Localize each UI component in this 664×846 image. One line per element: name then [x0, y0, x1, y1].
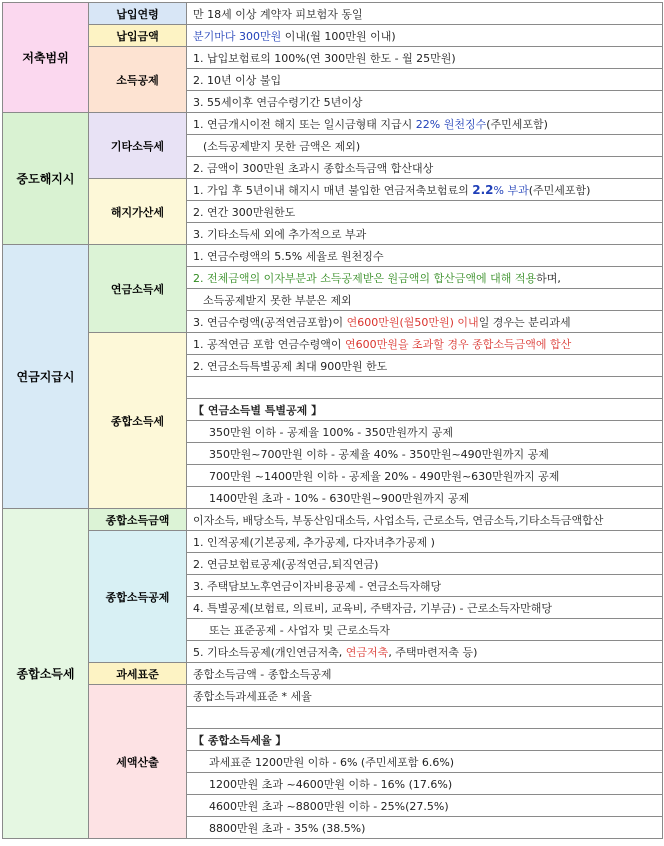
- comp-bracket-1: 350만원 이하 - 공제율 100% - 350만원까지 공제: [187, 421, 663, 443]
- calc-formula-row: 종합소득과세표준 * 세율: [187, 685, 663, 707]
- sub-payment-age: 납입연령: [89, 3, 187, 25]
- sub-income-deduction: 소득공제: [89, 47, 187, 113]
- calc-bracket-3: 4600만원 초과 ~8800만원 이하 - 25%(27.5%): [187, 795, 663, 817]
- sub-tax-calculation: 세액산출: [89, 685, 187, 839]
- amount-highlight: 분기마다 300만원: [193, 29, 282, 43]
- category-early-termination: 중도해지시: [3, 113, 89, 245]
- surcharge-row-1: [187, 179, 663, 201]
- amount-text: 이내(월 100만원 이내): [281, 29, 396, 43]
- comp-row-blank: [187, 377, 663, 399]
- pen-2-tail: 하며,: [536, 271, 561, 285]
- comp-bracket-header: 【 연금소득별 특별공제 】: [187, 399, 663, 421]
- age-row: [187, 3, 663, 25]
- calc-bracket-2: 1200만원 초과 ~4600만원 이하 - 16% (17.6%): [187, 773, 663, 795]
- ded-row-5: [187, 641, 663, 663]
- deduction-row-1: 1. 납입보험료의 100%(연 300만원 한도 - 월 25만원): [187, 47, 663, 69]
- comp-1-text: 1. 공적연금 포함 연금수령액이: [193, 337, 345, 351]
- comp-1-highlight: 연600만원을 초과할 경우 종합소득금액에 합산: [345, 337, 572, 351]
- ded-row-4b: 또는 표준공제 - 사업자 및 근로소득자: [187, 619, 663, 641]
- tax-base-row: 종합소득금액 - 종합소득공제: [187, 663, 663, 685]
- sur-1-note: (주민세포함): [528, 183, 591, 197]
- pen-3-tail: 일 경우는 분리과세: [478, 315, 571, 329]
- ded-5-highlight: 연금저축: [345, 645, 389, 659]
- income-amount-row: 이자소득, 배당소득, 부동산임대소득, 사업소득, 근로소득, 연금소득,기타소득금액합산: [187, 509, 663, 531]
- ded-row-1: 1. 인적공제(기본공제, 추가공제, 다자녀추가공제 ): [187, 531, 663, 553]
- other-row-3: 2. 금액이 300만원 초과시 종합소득금액 합산대상: [187, 157, 663, 179]
- surcharge-row-2: 2. 연간 300만원한도: [187, 201, 663, 223]
- deduction-row-2: 2. 10년 이상 불입: [187, 69, 663, 91]
- category-savings-scope: 저축범위: [3, 3, 89, 113]
- age-text: 만 18세 이상 계약자 피보험자 동일: [193, 7, 363, 21]
- category-pension-payment: 연금지급시: [3, 245, 89, 509]
- calc-row-blank: [187, 707, 663, 729]
- pension-row-1: 1. 연금수령액의 5.5% 세율로 원천징수: [187, 245, 663, 267]
- other-row-1: [187, 113, 663, 135]
- sur-1-highlight: % 부과: [493, 183, 529, 197]
- sub-termination-surcharge: 해지가산세: [89, 179, 187, 245]
- ded-5-tail: , 주택마련저축 등): [388, 645, 478, 659]
- pen-3-highlight: 연600만원(월50만원) 이내: [346, 315, 479, 329]
- pension-row-4: [187, 311, 663, 333]
- pen-2-highlight: 2. 전체금액의 이자부분과 소득공제받은 원금액의 합산금액에 대해 적용: [193, 271, 537, 285]
- comp-row-1: [187, 333, 663, 355]
- calc-bracket-4: 8800만원 초과 - 35% (38.5%): [187, 817, 663, 839]
- ded-row-2: 2. 연금보험료공제(공적연금,퇴직연금): [187, 553, 663, 575]
- calc-bracket-header: 【 종합소득세율 】: [187, 729, 663, 751]
- sur-1-text: 1. 가입 후 5년이내 해지시 매년 불입한 연금저축보험료의: [193, 183, 473, 197]
- ded-row-3: 3. 주택담보노후연금이자비용공제 - 연금소득자해당: [187, 575, 663, 597]
- category-comprehensive-income: 종합소득세: [3, 509, 89, 839]
- deduction-row-3: 3. 55세이후 연금수령기간 5년이상: [187, 91, 663, 113]
- surcharge-row-3: 3. 기타소득세 외에 추가적으로 부과: [187, 223, 663, 245]
- sur-1-rate: 2.2: [472, 182, 494, 197]
- pen-3-text: 3. 연금수령액(공적연금포함)이: [193, 315, 347, 329]
- pension-row-3: 소득공제받지 못한 부분은 제외: [187, 289, 663, 311]
- sub-comprehensive-income-amount: 종합소득금액: [89, 509, 187, 531]
- other-1-text: 1. 연금개시이전 해지 또는 일시금형태 지급시: [193, 117, 416, 131]
- other-1-note: (주민세포함): [486, 117, 548, 131]
- sub-other-income-tax: 기타소득세: [89, 113, 187, 179]
- comp-bracket-4: 1400만원 초과 - 10% - 630만원~900만원까지 공제: [187, 487, 663, 509]
- sub-pension-income-tax: 연금소득세: [89, 245, 187, 333]
- calc-bracket-1: 과세표준 1200만원 이하 - 6% (주민세포함 6.6%): [187, 751, 663, 773]
- ded-5-text: 5. 기타소득공제(개인연금저축,: [193, 645, 346, 659]
- sub-comprehensive-income-deduction: 종합소득공제: [89, 531, 187, 663]
- comp-bracket-2: 350만원~700만원 이하 - 공제율 40% - 350만원~490만원까지 공제: [187, 443, 663, 465]
- tax-summary-table: [2, 2, 663, 839]
- comp-row-2: 2. 연금소득특별공제 최대 900만원 한도: [187, 355, 663, 377]
- sub-payment-amount: 납입금액: [89, 25, 187, 47]
- sub-tax-base: 과세표준: [89, 663, 187, 685]
- amount-row: [187, 25, 663, 47]
- other-1-highlight: 22% 원천징수: [415, 117, 487, 131]
- comp-bracket-3: 700만원 ~1400만원 이하 - 공제율 20% - 490만원~630만원까지 공제: [187, 465, 663, 487]
- other-row-2: (소득공제받지 못한 금액은 제외): [187, 135, 663, 157]
- pension-row-2: [187, 267, 663, 289]
- ded-row-4: 4. 특별공제(보험료, 의료비, 교육비, 주택자금, 기부금) - 근로소득자만해당: [187, 597, 663, 619]
- sub-comprehensive-income-tax: 종합소득세: [89, 333, 187, 509]
